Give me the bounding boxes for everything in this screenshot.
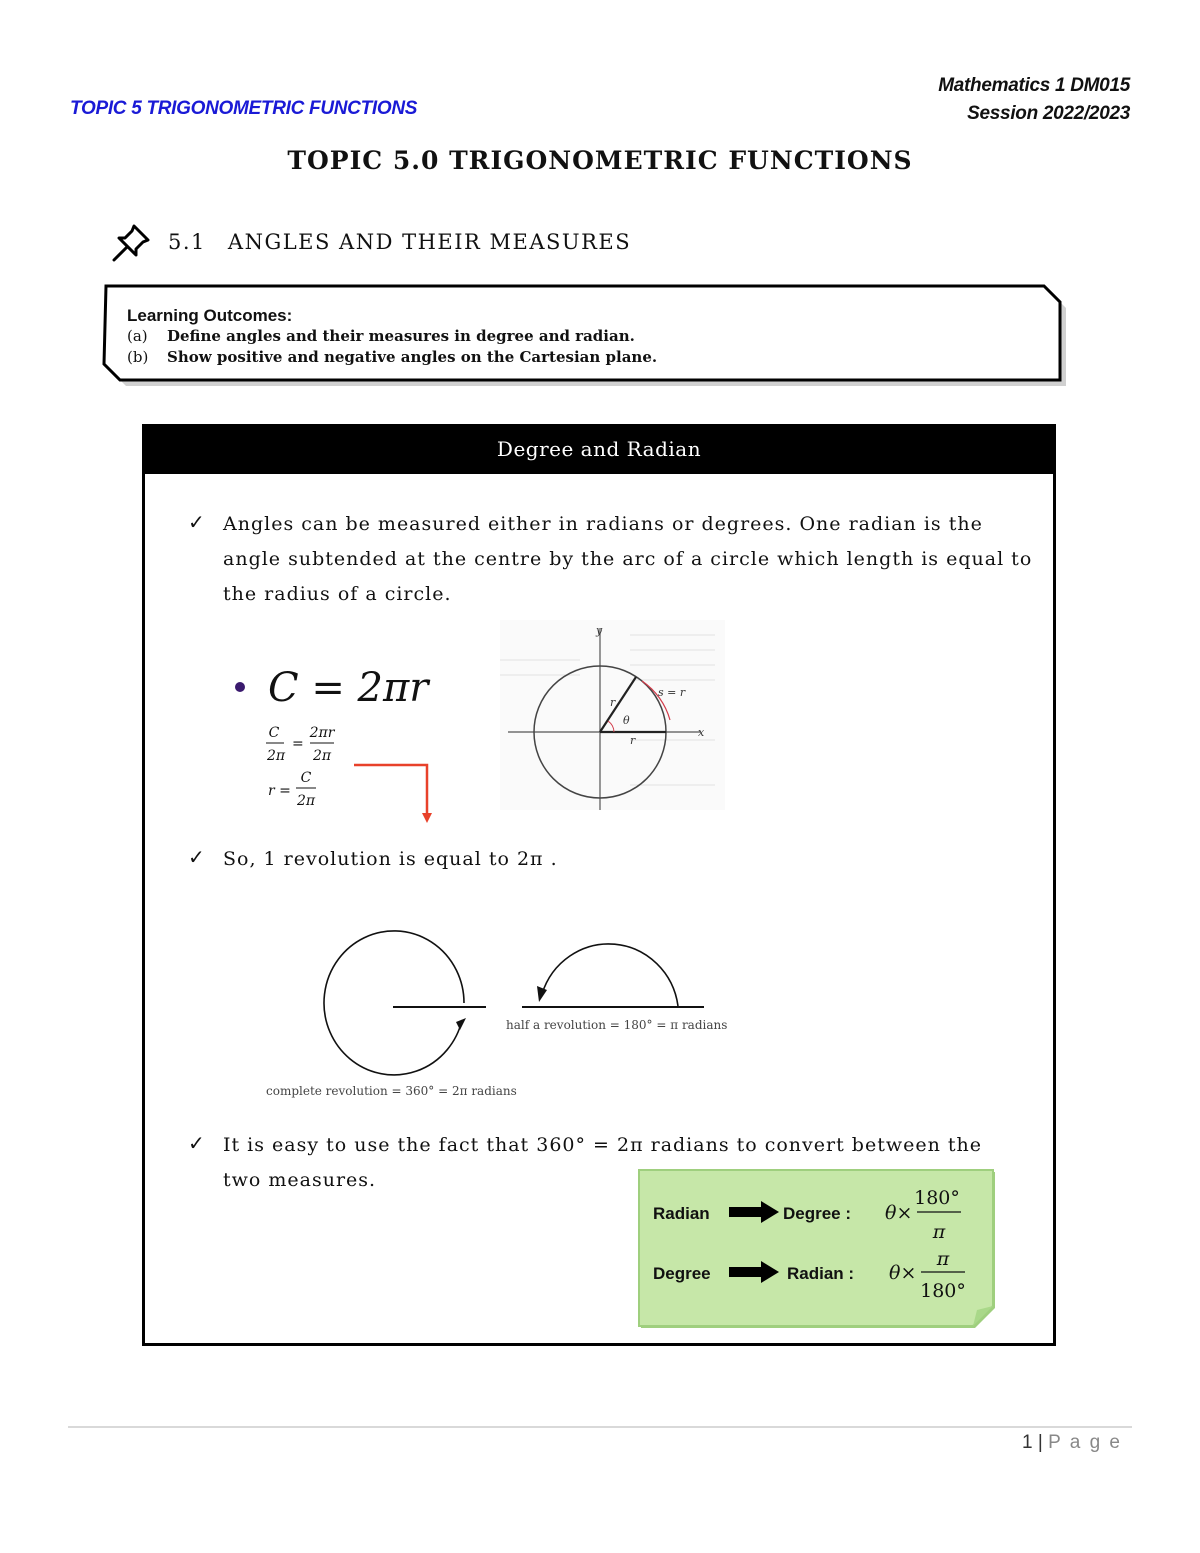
outcome-b-text: Show positive and negative angles on the Cartesian plane.	[167, 348, 658, 366]
checkmark-icon: ✓	[188, 510, 205, 534]
outcome-b	[127, 347, 657, 368]
row1-to: Degree :	[783, 1204, 852, 1223]
red-arrow-icon	[422, 813, 432, 823]
page-separator: |	[1037, 1432, 1043, 1453]
complete-revolution-label: complete revolution = 360° = 2π radians	[266, 1084, 517, 1098]
page-label: P a g e	[1048, 1432, 1122, 1453]
section-heading	[168, 230, 631, 254]
label-r1: r	[610, 696, 616, 709]
outcome-b-label: (b)	[127, 348, 149, 366]
step1-lhs-den: 2π	[266, 748, 286, 764]
row1-num: 180°	[914, 1187, 960, 1209]
bullet-revolution: So, 1 revolution is equal to 2π .	[223, 848, 558, 870]
revolution-diagrams	[260, 920, 760, 1105]
pushpin-icon	[110, 222, 152, 264]
row1-from: Radian	[653, 1204, 710, 1223]
step2-num: C	[300, 770, 312, 786]
step1-rhs-den: 2π	[312, 748, 332, 764]
step2-lhs: r =	[268, 783, 291, 799]
page-number: 1	[1022, 1432, 1033, 1453]
outcome-a-text: Define angles and their measures in degree and radian.	[167, 327, 635, 345]
row1-den: π	[932, 1221, 946, 1243]
outcome-a	[127, 326, 657, 347]
label-x: x	[698, 726, 705, 739]
label-r2: r	[630, 734, 636, 747]
outcome-a-label: (a)	[127, 327, 148, 345]
bullet-radian-definition: Angles can be measured either in radians or degrees. One radian is the angle subtended at the centre by the arc of a circle which length is equal to the radius of a circle.	[223, 513, 1033, 605]
checkmark-icon: ✓	[188, 845, 205, 869]
label-arc: s = r	[658, 686, 686, 699]
label-theta: θ	[623, 714, 630, 727]
row2-den: 180°	[920, 1280, 966, 1302]
conversion-note	[637, 1168, 999, 1330]
arrowhead-icon	[456, 1018, 466, 1030]
learning-outcomes-heading: Learning Outcomes:	[127, 306, 293, 325]
header-course-info	[938, 72, 1130, 128]
checkmark-icon: ✓	[188, 1131, 205, 1155]
row2-expr: θ×	[889, 1262, 917, 1284]
radian-circle-diagram	[500, 620, 725, 810]
page-footer	[1022, 1432, 1122, 1454]
bullet-conversion: It is easy to use the fact that 360° = 2π radians to convert between the two measures.	[223, 1134, 982, 1191]
row2-from: Degree	[653, 1264, 711, 1283]
row1-expr: θ×	[885, 1202, 913, 1224]
header-topic: TOPIC 5 TRIGONOMETRIC FUNCTIONS	[70, 98, 418, 119]
header-session: Session 2022/2023	[967, 103, 1130, 124]
row2-num: π	[936, 1248, 950, 1270]
header-course: Mathematics 1 DM015	[938, 75, 1130, 96]
step1-rhs-num: 2πr	[309, 725, 335, 741]
footer-divider	[68, 1426, 1132, 1428]
page-title: TOPIC 5.0 TRIGONOMETRIC FUNCTIONS	[287, 146, 913, 175]
label-y: y	[596, 624, 603, 637]
svg-text:=: =	[292, 736, 304, 752]
section-title: ANGLES AND THEIR MEASURES	[227, 230, 632, 254]
circumference-formula	[230, 655, 450, 825]
row2-to: Radian :	[787, 1264, 855, 1283]
step1-lhs-num: C	[268, 725, 280, 741]
degree-radian-title: Degree and Radian	[142, 424, 1056, 474]
section-number: 5.1	[168, 230, 206, 254]
formula-main: C = 2πr	[268, 665, 429, 711]
arrowhead-icon	[537, 986, 547, 1002]
bullet-dot-icon	[235, 682, 245, 692]
learning-outcomes	[127, 305, 657, 368]
step2-den: 2π	[296, 793, 316, 809]
half-revolution-label: half a revolution = 180° = π radians	[506, 1018, 728, 1032]
